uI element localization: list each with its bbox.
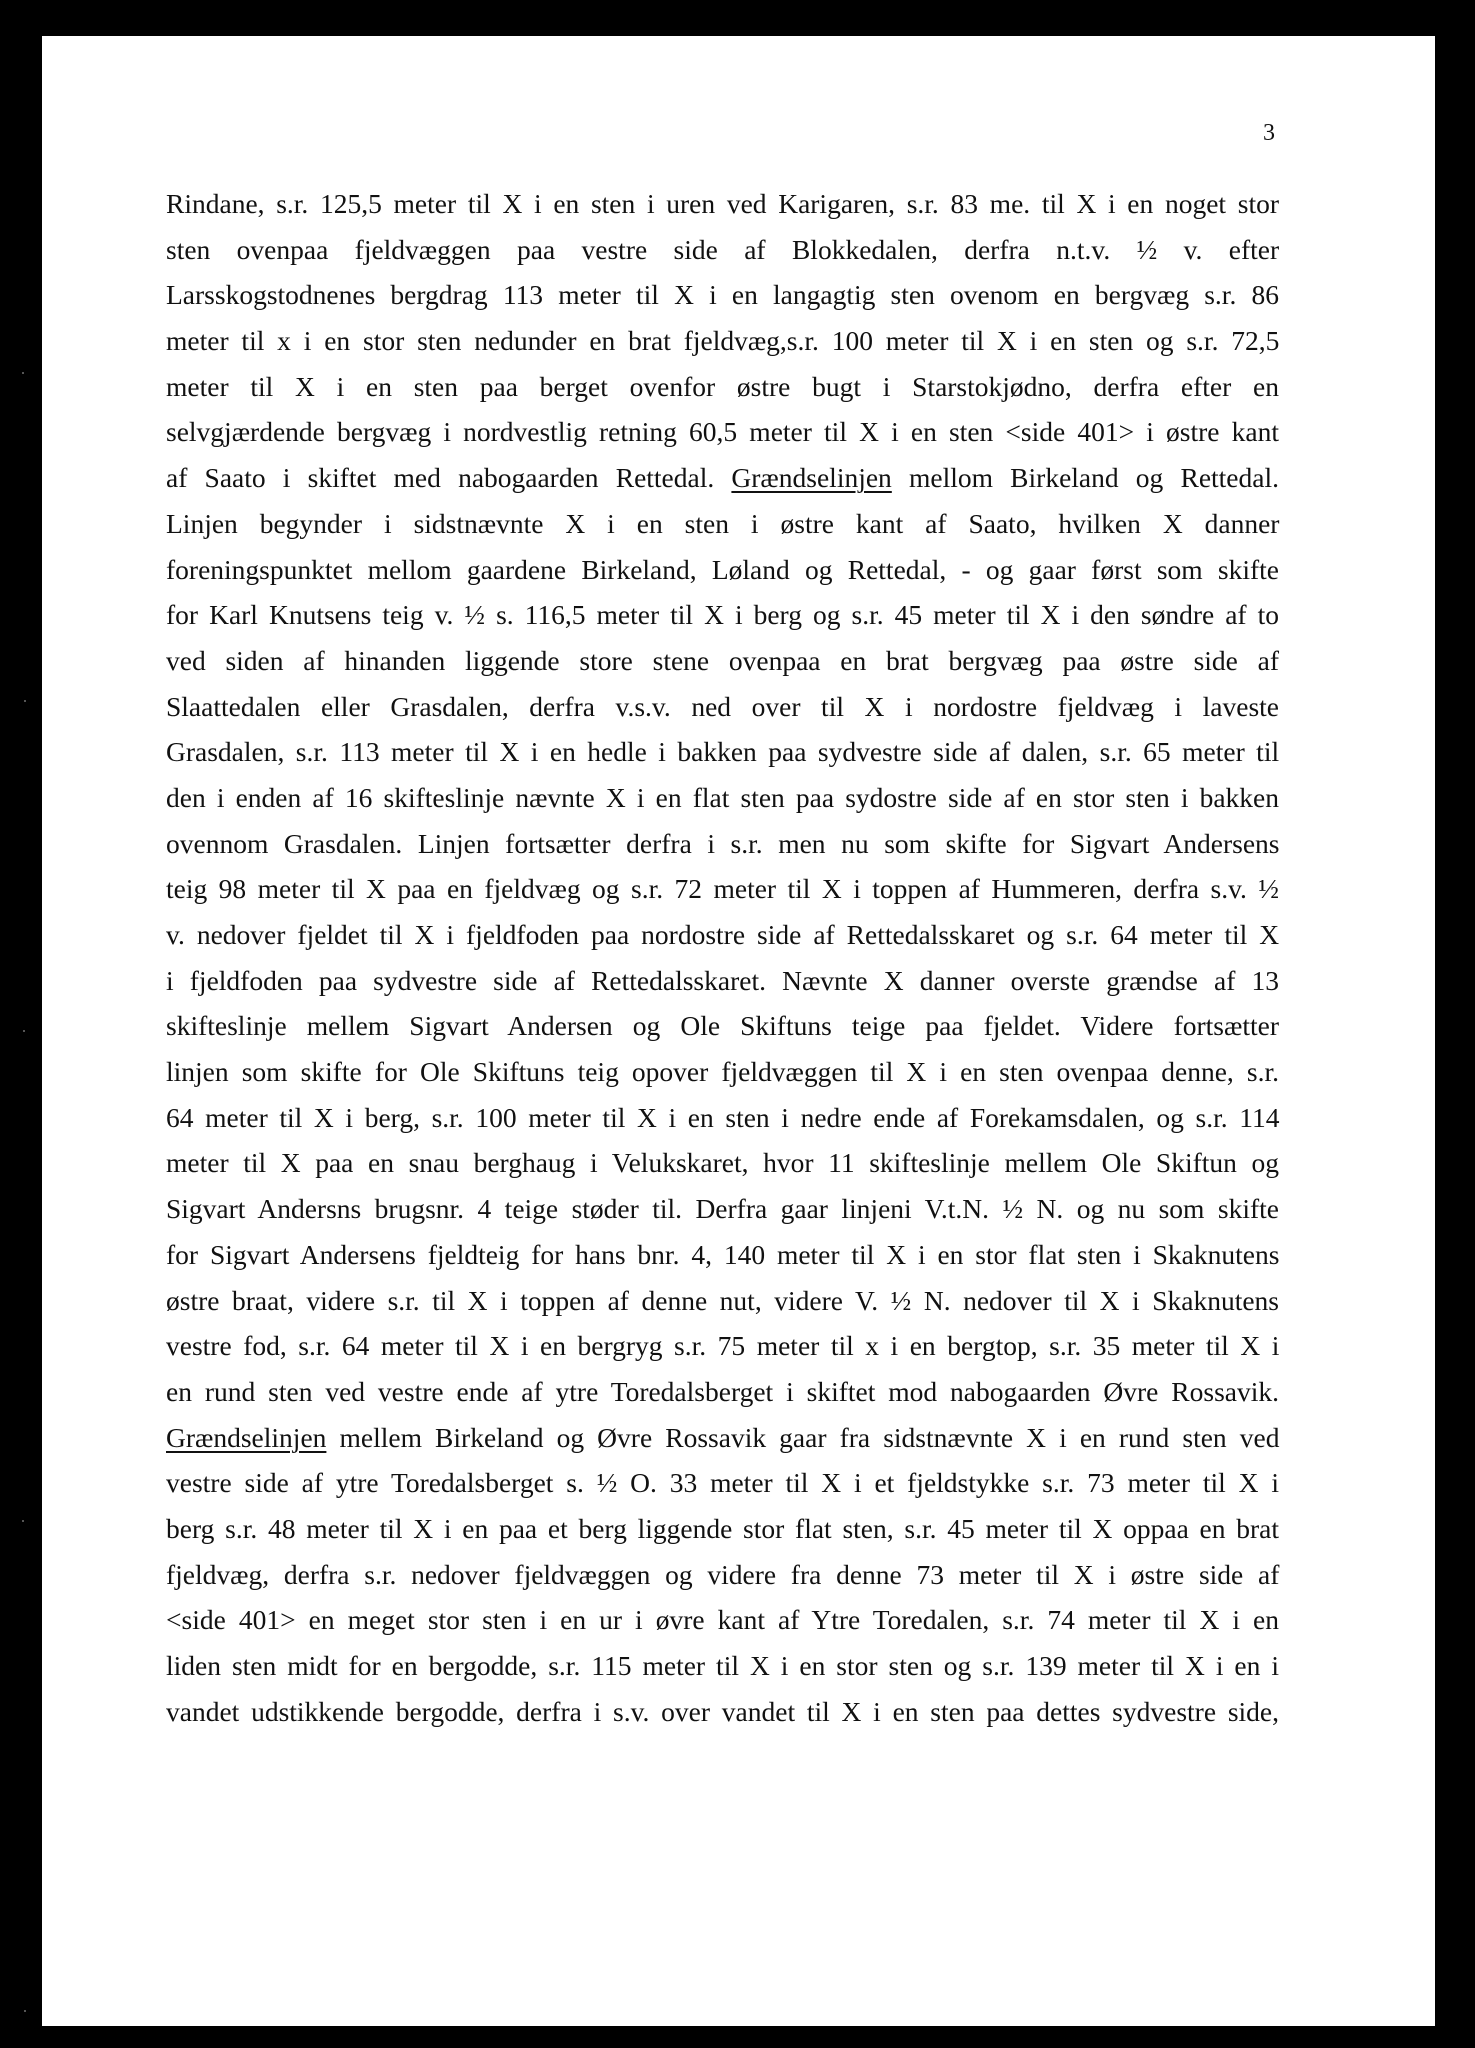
document-body bbox=[166, 181, 1279, 1734]
scan-speck bbox=[24, 2010, 26, 2012]
text-line: sten ovenpaa fjeldvæggen paa vestre side af Blokkedalen, derfra n.t.v. ½ v. efter bbox=[166, 233, 1280, 265]
text-line: en rund sten ved vestre ende af ytre Toredalsberget i skiftet mod nabogaarden Øvre Rossavik. bbox=[166, 1375, 1279, 1407]
text-line: ovennom Grasdalen. Linjen fortsætter derfra i s.r. men nu som skifte for Sigvart Andersens bbox=[166, 827, 1280, 859]
text-line: meter til x i en stor sten nedunder en brat fjeldvæg,s.r. 100 meter til X i en sten og s.r. 72,5 bbox=[166, 325, 1280, 357]
page-number: 3 bbox=[1263, 120, 1275, 146]
text-line: teig 98 meter til X paa en fjeldvæg og s.r. 72 meter til X i toppen af Hummeren, derfra s.v. ½ bbox=[166, 873, 1279, 905]
text-line: den i enden af 16 skifteslinje nævnte X i en flat sten paa sydostre side af en stor sten i bakken bbox=[166, 781, 1279, 813]
text-line: Sigvart Andersns brugsnr. 4 teige støder til. Derfra gaar linjeni V.t.N. ½ N. og nu som skifte bbox=[166, 1193, 1279, 1225]
text-line: skifteslinje mellem Sigvart Andersen og Ole Skiftuns teige paa fjeldet. Videre fortsætter bbox=[166, 1010, 1279, 1042]
scan-speck bbox=[22, 1520, 24, 1522]
text-line: af Saato i skiftet med nabogaarden Rettedal. Grændselinjen mellom Birkeland og Rettedal. bbox=[166, 462, 1279, 494]
text-line: v. nedover fjeldet til X i fjeldfoden paa nordostre side af Rettedalsskaret og s.r. 64 meter til X bbox=[166, 919, 1280, 950]
text-line: Grændselinjen mellem Birkeland og Øvre Rossavik gaar fra sidstnævnte X i en rund sten ved bbox=[166, 1421, 1280, 1453]
text-line: foreningspunktet mellom gaardene Birkeland, Løland og Rettedal, - og gaar først som skifte bbox=[166, 553, 1279, 585]
text-line: meter til X i en sten paa berget ovenfor østre bugt i Starstokjødno, derfra efter en bbox=[166, 370, 1279, 402]
text-line: for Sigvart Andersens fjeldteig for hans bnr. 4, 140 meter til X i en stor flat sten i Skaknutens bbox=[166, 1238, 1280, 1270]
text-line: berg s.r. 48 meter til X i en paa et berg liggende stor flat sten, s.r. 45 meter til X oppaa en brat bbox=[166, 1512, 1279, 1544]
text-line: østre braat, videre s.r. til X i toppen af denne nut, videre V. ½ N. nedover til X i Skaknutens bbox=[166, 1284, 1279, 1316]
text-line: vandet udstikkende bergodde, derfra i s.v. over vandet til X i en sten paa dettes sydvestre side, bbox=[166, 1695, 1279, 1727]
text-line: Grasdalen, s.r. 113 meter til X i en hedle i bakken paa sydvestre side af dalen, s.r. 65 meter til bbox=[166, 736, 1280, 768]
scan-speck bbox=[24, 700, 26, 702]
text-line: for Karl Knutsens teig v. ½ s. 116,5 meter til X i berg og s.r. 45 meter til X i den søndre af to bbox=[166, 599, 1279, 631]
text-line: fjeldvæg, derfra s.r. nedover fjeldvæggen og videre fra denne 73 meter til X i østre side af bbox=[166, 1558, 1280, 1590]
text-line: Linjen begynder i sidstnævnte X i en sten i østre kant af Saato, hvilken X danner bbox=[166, 507, 1280, 539]
text-line: Slaattedalen eller Grasdalen, derfra v.s.v. ned over til X i nordostre fjeldvæg i laveste bbox=[166, 690, 1279, 722]
scan-speck bbox=[22, 372, 24, 374]
text-line: vestre fod, s.r. 64 meter til X i en bergryg s.r. 75 meter til x i en bergtop, s.r. 35 meter til X i bbox=[166, 1330, 1280, 1362]
text-line: Rindane, s.r. 125,5 meter til X i en sten i uren ved Karigaren, s.r. 83 me. til X i en noget stor bbox=[166, 188, 1279, 219]
text-line: 64 meter til X i berg, s.r. 100 meter til X i en sten i nedre ende af Forekamsdalen, og s.r. 114 bbox=[166, 1101, 1280, 1133]
section-heading-underlined: Grændselinjen bbox=[166, 1421, 327, 1453]
text-line: meter til X paa en snau berghaug i Velukskaret, hvor 11 skifteslinje mellem Ole Skiftun og bbox=[166, 1147, 1279, 1179]
text-line: selvgjærdende bergvæg i nordvestlig retning 60,5 meter til X i en sten <side 401> i østre kant bbox=[166, 416, 1279, 448]
text-line: ved siden af hinanden liggende store stene ovenpaa en brat bergvæg paa østre side af bbox=[166, 644, 1279, 676]
text-line: liden sten midt for en bergodde, s.r. 115 meter til X i en stor sten og s.r. 139 meter til X i en i bbox=[166, 1650, 1279, 1681]
section-heading-underlined: Grændselinjen bbox=[731, 462, 892, 494]
text-line: linjen som skifte for Ole Skiftuns teig opover fjeldvæggen til X i en sten ovenpaa denne, s.r. bbox=[166, 1056, 1279, 1088]
text-line: Larsskogstodnenes bergdrag 113 meter til X i en langagtig sten ovenom en bergvæg s.r. 86 bbox=[166, 279, 1279, 311]
text-line: <side 401> en meget stor sten i en ur i øvre kant af Ytre Toredalen, s.r. 74 meter til X i en bbox=[166, 1604, 1279, 1636]
text-line: i fjeldfoden paa sydvestre side af Rettedalsskaret. Nævnte X danner overste grændse af 13 bbox=[166, 964, 1279, 996]
text-line: vestre side af ytre Toredalsberget s. ½ O. 33 meter til X i et fjeldstykke s.r. 73 meter til X i bbox=[166, 1467, 1279, 1499]
scan-speck bbox=[23, 1030, 25, 1032]
